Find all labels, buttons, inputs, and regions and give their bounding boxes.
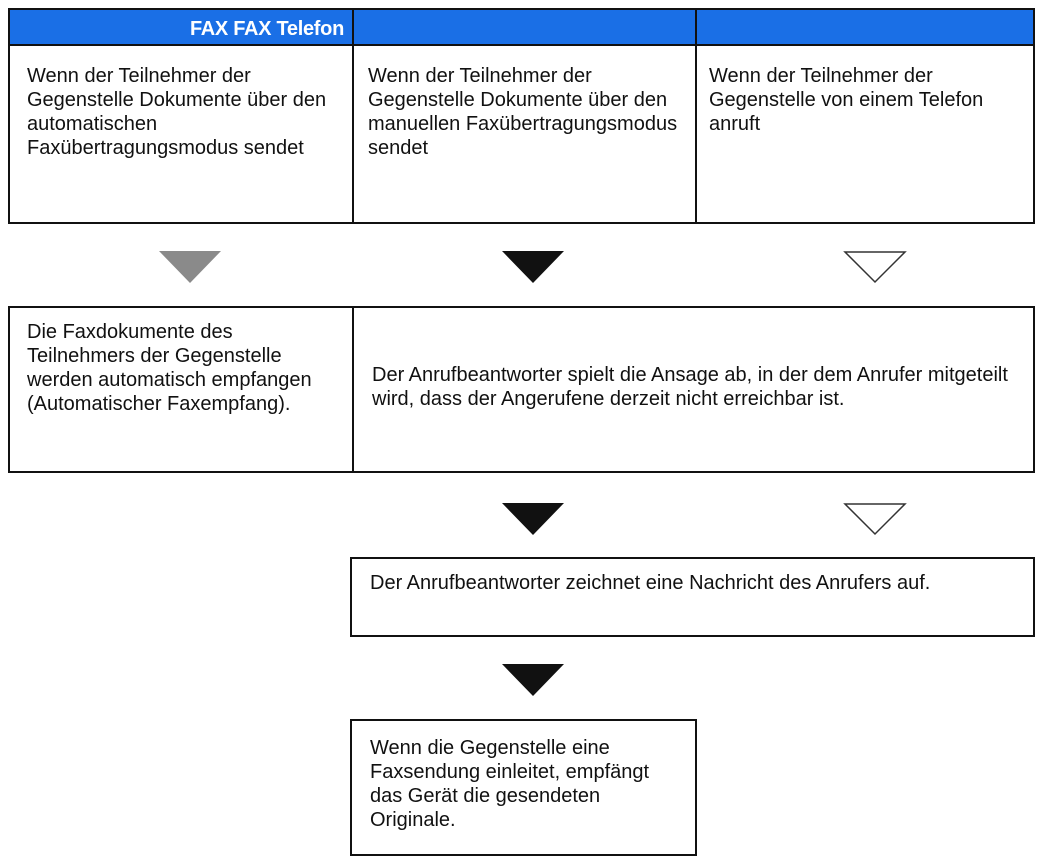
condition-telephone: [695, 44, 1035, 224]
condition-auto-fax-text: Wenn der Teilnehmer der Gegenstelle Dokumente über den automatischen Faxübertragungsmodus sendet: [27, 65, 327, 159]
condition-manual-fax-text: Wenn der Teilnehmer der Gegenstelle Dokumente über den manuellen Faxübertragungsmodus sendet: [368, 65, 678, 159]
outcome-record-message: [350, 557, 1035, 637]
condition-manual-fax: [352, 44, 697, 224]
condition-auto-fax: [8, 44, 354, 224]
arrow-down-black-3: [501, 663, 565, 697]
header-cell-fax: [8, 8, 354, 46]
outcome-announcement-text: Der Anrufbeantworter spielt die Ansage ab, in der dem Anrufer mitgeteilt wird, dass der Angerufene derzeit nicht erreichbar ist.: [372, 364, 1008, 410]
header-cell-manual: [352, 8, 697, 46]
arrow-down-black-2: [501, 502, 565, 536]
arrow-down-black: [501, 250, 565, 284]
outcome-receive-originals-text: Wenn die Gegenstelle eine Faxsendung einleitet, empfängt das Gerät die gesendeten Originale.: [370, 737, 650, 831]
header-label: FAX FAX Telefon: [189, 18, 344, 40]
arrow-down-outline: [843, 250, 907, 284]
outcome-announcement: [352, 306, 1035, 473]
condition-telephone-text: Wenn der Teilnehmer der Gegenstelle von einem Telefon anruft: [709, 65, 984, 135]
header-cell-telefon: [695, 8, 1035, 46]
arrow-down-gray: [158, 250, 222, 284]
outcome-auto-receive-text: Die Faxdokumente des Teilnehmers der Gegenstelle werden automatisch empfangen (Automatischer Faxempfang).: [27, 321, 312, 415]
outcome-auto-receive: [8, 306, 354, 473]
arrow-down-outline-2: [843, 502, 907, 536]
outcome-record-message-text: Der Anrufbeantworter zeichnet eine Nachricht des Anrufers auf.: [370, 572, 931, 594]
outcome-receive-originals: [350, 719, 697, 856]
